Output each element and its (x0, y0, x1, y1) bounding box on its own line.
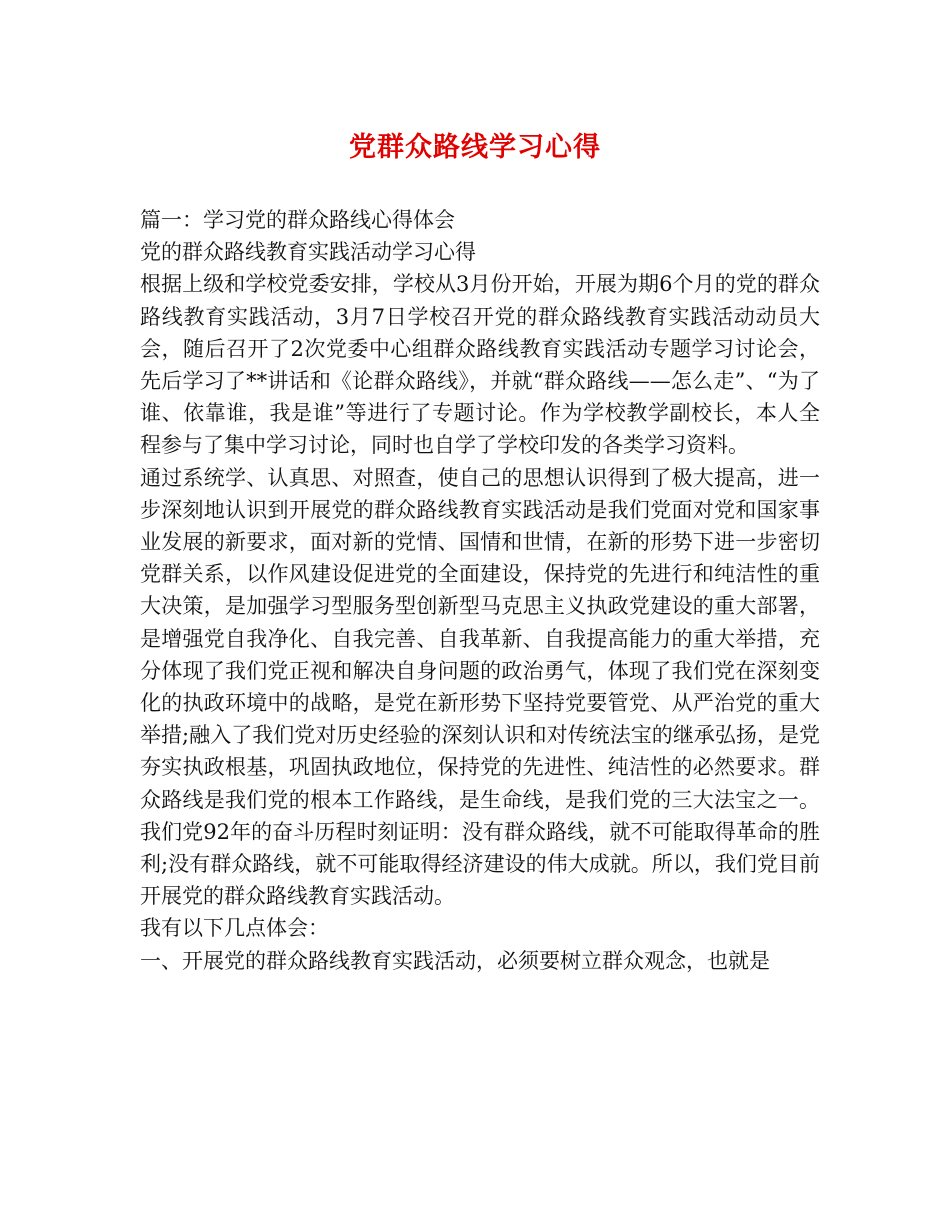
paragraph: 通过系统学、认真思、对照查，使自己的思想认识得到了极大提高，进一步深刻地认识到开展党的群众路线教育实践活动是我们党面对党和国家事业发展的新要求，面对新的党情、国情和世情，在新的形势下进一步密切党群关系，以作风建设促进党的全面建设，保持党的先进行和纯洁性的重大决策，是加强学习型服务型创新型马克思主义执政党建设的重大部署，是增强党自我净化、自我完善、自我革新、自我提高能力的重大举措，充分体现了我们党正视和解决自身问题的政治勇气，体现了我们党在深刻变化的执政环境中的战略，是党在新形势下坚持党要管党、从严治党的重大举措;融入了我们党对历史经验的深刻认识和对传统法宝的继承弘扬，是党夯实执政根基，巩固执政地位，保持党的先进性、纯洁性的必然要求。群众路线是我们党的根本工作路线，是生命线，是我们党的三大法宝之一。我们党92年的奋斗历程时刻证明：没有群众路线，就不可能取得革命的胜利;没有群众路线，就不可能取得经济建设的伟大成就。所以，我们党目前开展党的群众路线教育实践活动。 (140, 465, 820, 909)
paragraph: 我有以下几点体会： (140, 916, 329, 941)
document-body (140, 204, 820, 977)
paragraph: 一、开展党的群众路线教育实践活动，必须要树立群众观念，也就是 (140, 948, 770, 973)
subheading: 党的群众路线教育实践活动学习心得 (140, 240, 476, 265)
document-title: 党群众路线学习心得 (349, 132, 601, 163)
paragraph: 根据上级和学校党委安排，学校从3月份开始，开展为期6个月的党的群众路线教育实践活动，3月7日学校召开党的群众路线教育实践活动动员大会，随后召开了2次党委中心组群众路线教育实践活动专题学习讨论会，先后学习了**讲话和《论群众路线》，并就“群众路线——怎么走”、“为了谁、依靠谁，我是谁”等进行了专题讨论。作为学校教学副校长，本人全程参与了集中学习讨论，同时也自学了学校印发的各类学习资料。 (140, 272, 820, 458)
section-heading: 篇一：学习党的群众路线心得体会 (140, 208, 455, 232)
